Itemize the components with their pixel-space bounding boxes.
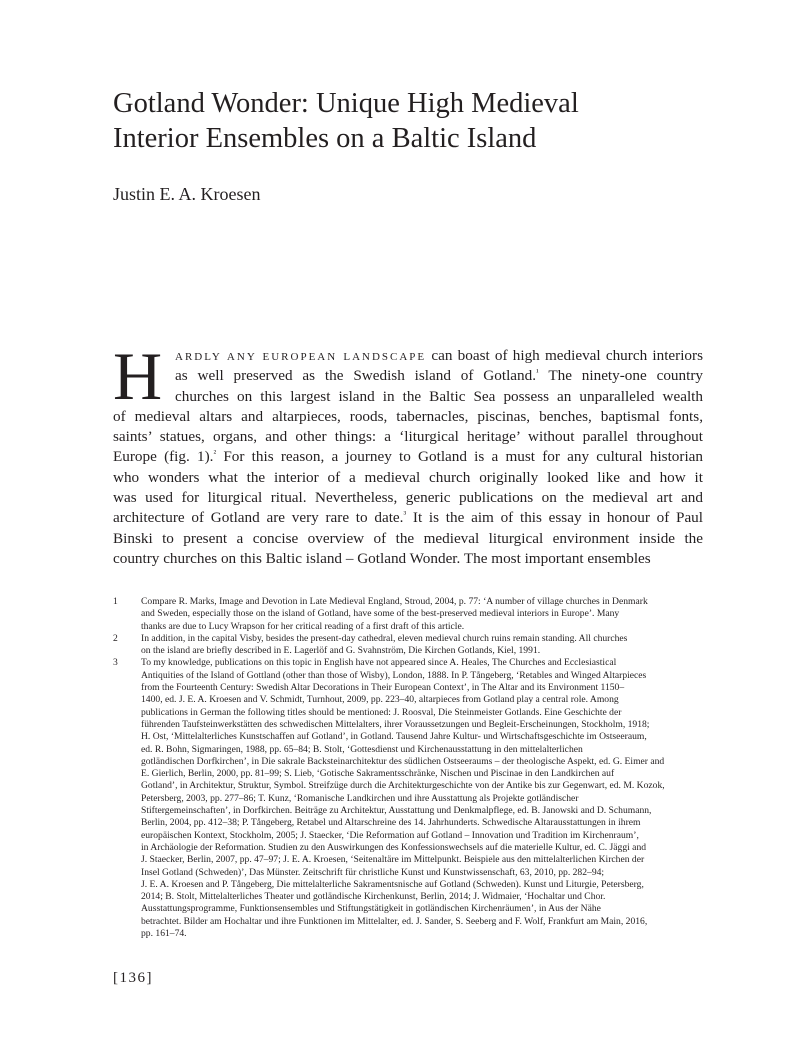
footnote-line: Compare R. Marks, Image and Devotion in Late Medieval England, Stroud, 2004, p. 77: ‘A number of village churches in Denmark [141,596,648,607]
body-line: ARDLY ANY EUROPEAN LANDSCAPE can boast of high medieval church interiors [175,347,703,364]
title-line: Gotland Wonder: Unique High Medieval [113,88,579,119]
footnote-line: Insel Gotland (Schweden)’, Das Münster. Zeitschrift für christliche Kunst und Kunstwissenschaft, 63, 2010, pp. 282–94; [141,866,605,878]
author-name: Justin E. A. Kroesen [113,184,261,204]
footnote [113,657,703,940]
footnote-line: in Archäologie der Reformation. Studien zu den Auswirkungen des Konfessionswechsels auf die materielle Kultur, ed. C. Jäggi and [141,841,647,853]
footnote-line: gotländischen Dorfkirchen’, in Die sakrale Backsteinarchitektur des südlichen Ostseeraums – der theologische Aspekt, ed. G. Eimer and [141,755,665,767]
body-line: of medieval altars and altarpieces, roods, tabernacles, piscinas, benches, baptismal fonts, [113,407,703,425]
footnote-ref[interactable]: ² [213,448,217,459]
footnote-line: Berlin, 2004, pp. 412–38; P. Tångeberg, Retabel und Altarschreine des 14. Jahrhunderts. Schwedische Altarausstattungen in ihrem [141,817,641,829]
body-line: Binski to present a concise overview of the medieval liturgical environment inside the [113,529,703,547]
footnote-line: from the Fourteenth Century: Swedish Altar Decorations in Their European Context’, in The Altar and its Environment 1150– [141,682,625,694]
footnote-line: betrachtet. Bilder am Hochaltar und ihre Funktionen im Mittelalter, ed. J. Sander, S. Seeberg and F. Wolf, Frankfurt am Main, 2016, [141,915,648,927]
footnote [113,633,703,658]
footnote-line: thanks are due to Lucy Wrapson for her critical reading of a first draft of this article. [141,620,465,632]
footnote-number: 1 [113,596,118,607]
drop-cap: H [113,338,163,414]
footnote-line: J. E. A. Kroesen and P. Tångeberg, Die mittelalterliche Sakramentsnische auf Gotland (Schweden). Kunst und Liturgie, Petersberg, [141,878,644,890]
footnote-line: 2014; B. Stolt, Mittelalterliches Theater und gotländische Kirchenkunst, Berlin, 2014; J. Widmaier, ‘Hochaltar und Chor. [141,891,606,903]
body-line: Europe (fig. 1).$^{^2}$ For this reason, a journey to Gotland is a must for any cultural historian [113,448,703,466]
body-line: was used for liturgical ritual. Nevertheless, generic publications on the medieval art and [113,489,703,507]
footnote-line: Petersberg, 2003, pp. 277–86; T. Kunz, ‘Romanische Landkirchen und ihre Ausstattung als Projekte gotländischer [141,792,579,804]
footnote-line: on the island are briefly described in E. Lagerlöf and G. Svahnström, Die Kirchen Gotlands, Kiel, 1991. [141,645,541,657]
footnote-line: pp. 161–74. [141,928,187,940]
page-number: [136] [113,970,153,986]
body-line: as well preserved as the Swedish island of Gotland.$^{^1}$ The ninety-one country [175,367,703,385]
body-line: country churches on this Baltic island – Gotland Wonder. The most important ensembles [113,549,651,567]
title-line: Interior Ensembles on a Baltic Island [113,123,537,154]
footnote-line: 1400, ed. J. E. A. Kroesen and V. Schmidt, Turnhout, 2009, pp. 223–40, altarpieces from Gotland play a central role. Among [141,694,619,706]
footnote-line: führenden Taufsteinwerkstätten des schwedischen Mittelalters, ihrer Voraussetzungen und Begleit-Erscheinungen, Stockholm, 1918; [141,718,650,730]
body-text [113,338,704,569]
footnote-line: To my knowledge, publications on this topic in English have not appeared since A. Heales, The Churches and Ecclesiastical [141,657,617,669]
footnote-line: J. Staecker, Berlin, 2007, pp. 47–97; J. E. A. Kroesen, ‘Seitenaltäre im Mittelpunkt. Beispiele aus den mittelalterlichen Kirchen der [141,854,645,866]
small-caps-opening: ARDLY ANY EUROPEAN LANDSCAPE [175,351,427,363]
footnote-line: and Sweden, especially those on the island of Gotland, have some of the best-preserved medieval interiors in Europe’. Many [141,608,620,620]
footnote-line: ed. R. Bohn, Sigmaringen, 1988, pp. 65–84; B. Stolt, ‘Gottesdienst und Kirchenausstattung in den mittelalterlichen [141,743,583,755]
footnote-line: Stiftergemeinschaften’, in Dorfkirchen. Beiträge zu Architektur, Ausstattung und Denkmalpflege, ed. B. Janowski and D. Schumann, [141,805,652,817]
footnote-ref[interactable]: ¹ [536,367,539,378]
footnote-line: europäischen Kontext, Stockholm, 2005; J. Staecker, ‘Die Reformation auf Gotland – Innovation und Tradition im Kirchenraum’, [141,829,639,841]
body-line: architecture of Gotland are very rare to date.$^{^3}$ It is the aim of this essay in honour of Paul [113,509,704,527]
footnote-line: In addition, in the capital Visby, besides the present-day cathedral, eleven medieval church ruins remain standing. All churches [141,632,628,644]
footnote-line: E. Gierlich, Berlin, 2000, pp. 81–99; S. Lieb, ‘Gotische Sakramentsschränke, Nischen und Piscinae in den Landkirchen auf [141,768,615,780]
footnote-ref[interactable]: ³ [403,509,407,520]
body-line: saints’ statues, organs, and other things: a ‘liturgical heritage’ without parallel throughout [113,428,703,446]
footnote-number: 3 [113,657,118,669]
footnote-line: Antiquities of the Island of Gottland (other than those of Wisby), London, 1888. In P. Tångeberg, ‘Retables and Winged Altarpieces [141,669,647,681]
article-title [113,86,713,156]
body-line: who wonders what the interior of a medieval church originally looked like and how it [113,468,703,486]
footnote-line: publications in German the following titles should be mentioned: J. Roosval, Die Steinmeister Gotlands. Eine Geschichte der [141,706,622,718]
footnote [113,596,703,633]
footnote-line: Ausstattungsprogramme, Funktionsensembles und Stiftungstätigkeit in gotländischen Kirchenräumen’, in Aus der Nähe [141,903,601,915]
footnote-line: H. Ost, ‘Mittelalterliches Kunstschaffen auf Gotland’, in Gotland. Tausend Jahre Kultur- und Wirtschaftsgeschichte im Ostseeraum, [141,731,647,743]
footnote-number: 2 [113,632,118,644]
footnote-line: Gotland’, in Architektur, Struktur, Symbol. Streifzüge durch die Architekturgeschichte von der Antike bis zur Gegenwart, ed. M. Kozok, [141,780,665,792]
footnotes [113,596,703,940]
body-line: churches on this largest island in the Baltic Sea possess an unparalleled wealth [175,387,703,405]
